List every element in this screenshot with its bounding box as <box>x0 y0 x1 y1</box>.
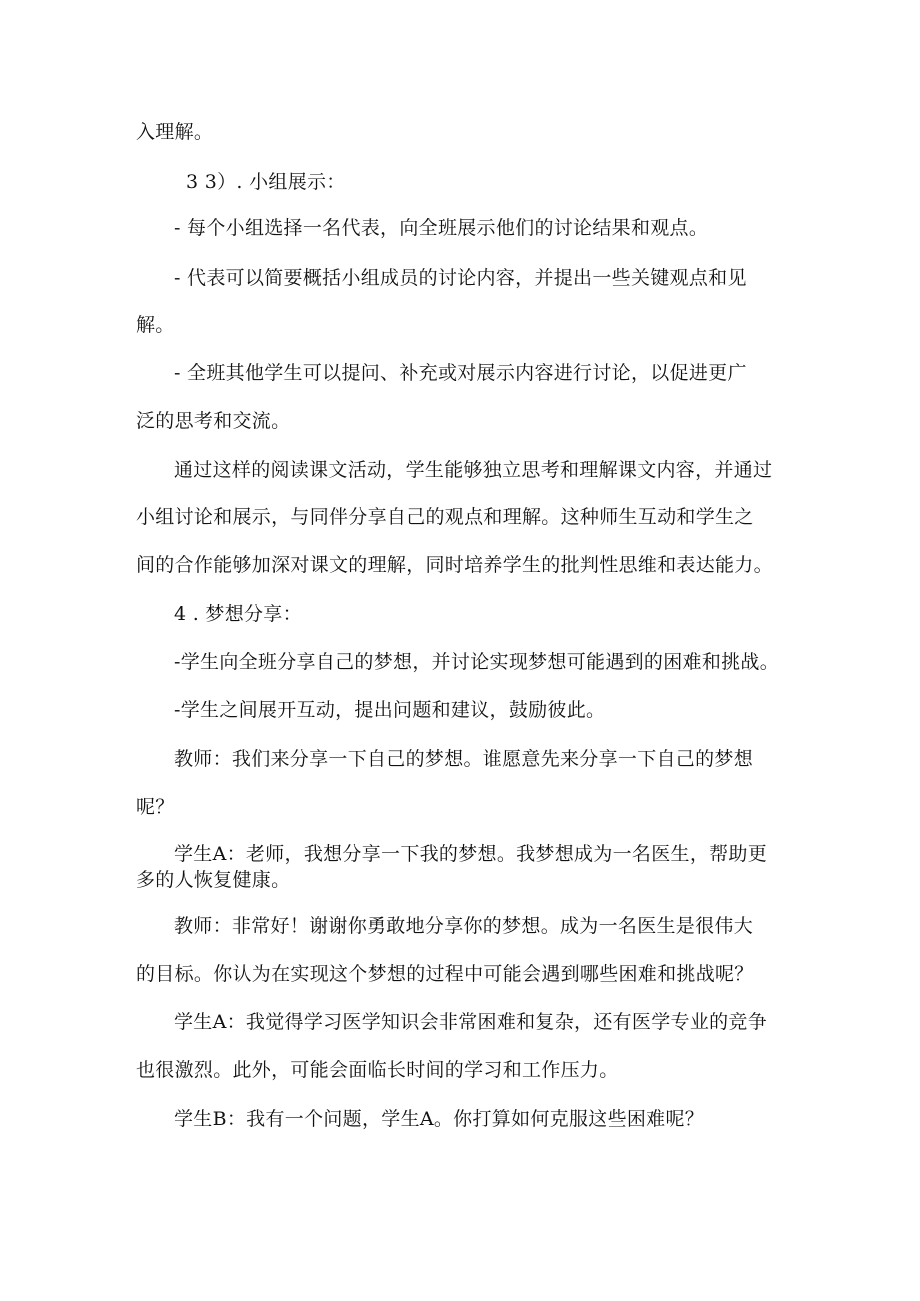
text-line: 通过这样的阅读课文活动，学生能够独立思考和理解课文内容，并通过 <box>174 459 773 481</box>
dialogue-line: 的目标。你认为在实现这个梦想的过程中可能会遇到哪些困难和挑战呢？ <box>136 963 754 985</box>
text-line: -学生之间展开互动，提出问题和建议，鼓励彼此。 <box>174 699 606 721</box>
text-line: - 代表可以简要概括小组成员的讨论内容，并提出一些关键观点和见 <box>174 267 747 289</box>
dialogue-line: 教师：非常好！谢谢你勇敢地分享你的梦想。成为一名医生是很伟大 <box>174 915 754 937</box>
text-line: 泛的思考和交流。 <box>136 410 291 432</box>
text-line: 解。 <box>136 314 175 336</box>
text-line: 小组讨论和展示，与同伴分享自己的观点和理解。这种师生互动和学生之 <box>136 506 754 528</box>
section-heading: 4 . 梦想分享： <box>174 603 302 625</box>
text-line: - 每个小组选择一名代表，向全班展示他们的讨论结果和观点。 <box>174 217 709 239</box>
text-line: -学生向全班分享自己的梦想，并讨论实现梦想可能遇到的困难和挑战。 <box>174 651 780 673</box>
dialogue-line: 教师：我们来分享一下自己的梦想。谁愿意先来分享一下自己的梦想 <box>174 748 754 770</box>
dialogue-line: 呢？ <box>136 796 175 818</box>
section-heading: 3 3）. 小组展示： <box>186 171 346 193</box>
text-line: - 全班其他学生可以提问、补充或对展示内容进行讨论，以促进更广 <box>174 362 747 384</box>
dialogue-line: 多的人恢复健康。 <box>136 869 291 891</box>
text-line: 入理解。 <box>136 121 214 143</box>
dialogue-line: 学生A：我觉得学习医学知识会非常困难和复杂，还有医学专业的竞争 <box>174 1011 768 1033</box>
dialogue-line: 学生B：我有一个问题，学生A。你打算如何克服这些困难呢？ <box>174 1108 705 1130</box>
dialogue-line: 也很激烈。此外，可能会面临长时间的学习和工作压力。 <box>136 1059 619 1081</box>
text-line: 间的合作能够加深对课文的理解，同时培养学生的批判性思维和表达能力。 <box>136 554 773 576</box>
dialogue-line: 学生A：老师，我想分享一下我的梦想。我梦想成为一名医生，帮助更 <box>174 843 768 865</box>
